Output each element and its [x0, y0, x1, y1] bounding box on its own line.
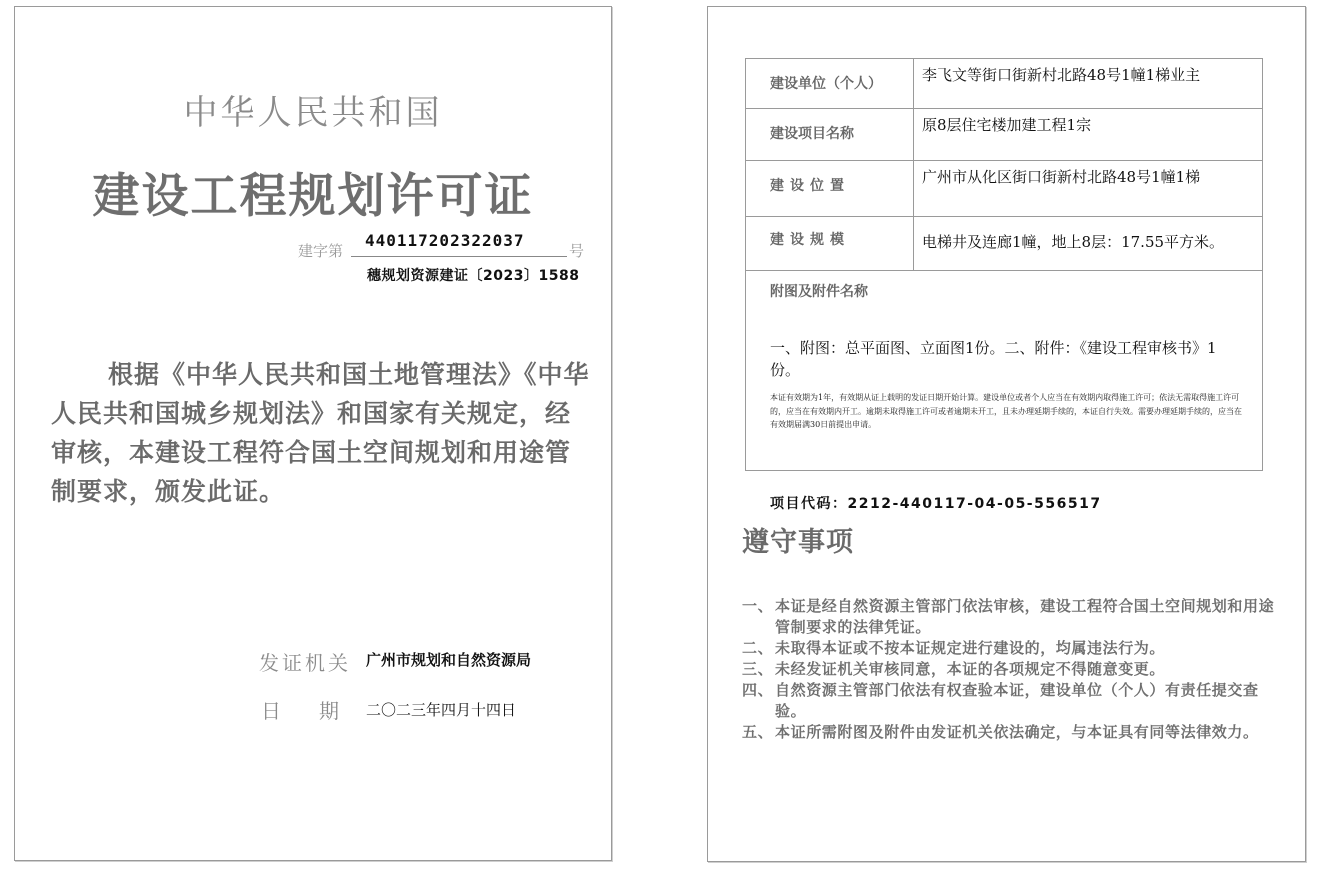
attachments-cell	[746, 271, 1263, 471]
rule-text: 未经发证机关审核同意，本证的各项规定不得随意变更。	[775, 660, 1166, 678]
row-label: 建设规模	[746, 217, 914, 271]
certificate-number-suffix: 号	[569, 242, 585, 260]
row-value: 原8层住宅楼加建工程1宗	[914, 109, 1263, 161]
row-label: 建设项目名称	[746, 109, 914, 161]
certificate-number-label: 建字第	[298, 242, 344, 260]
table-row	[746, 109, 1263, 161]
rule-number: 一、	[742, 597, 774, 615]
table-row	[746, 217, 1263, 271]
certificate-number: 440117202322037	[351, 231, 567, 257]
row-label: 建设单位（个人）	[746, 59, 914, 109]
row-value: 电梯井及连廊1幢，地上8层：17.55平方米。	[914, 217, 1263, 271]
rule-number: 三、	[742, 660, 774, 678]
table-row	[746, 59, 1263, 109]
attachments-text: 一、附图：总平面图、立面图1份。二、附件：《建设工程审核书》1份。	[770, 339, 1217, 379]
row-value: 广州市从化区街口街新村北路48号1幢1梯	[914, 161, 1263, 217]
table-row	[746, 161, 1263, 217]
date-value: 二〇二三年四月十四日	[366, 701, 517, 719]
project-info-table	[745, 58, 1263, 471]
attachments-label: 附图及附件名称	[770, 284, 868, 300]
rule-number: 四、	[742, 681, 774, 699]
rule-number: 五、	[742, 723, 774, 741]
certificate-body-text: 根据《中华人民共和国土地管理法》《中华人民共和国城乡规划法》和国家有关规定，经审核，本建设工程符合国土空间规划和用途管制要求，颁发此证。	[51, 360, 590, 506]
certificate-front-page	[14, 6, 612, 861]
list-item	[742, 596, 1282, 638]
rule-text: 自然资源主管部门依法有权查验本证，建设单位（个人）有责任提交查验。	[775, 681, 1259, 720]
list-item	[742, 659, 1282, 680]
list-item	[742, 638, 1282, 659]
rule-text: 本证是经自然资源主管部门依法审核，建设工程符合国土空间规划和用途管制要求的法律凭证。	[775, 597, 1275, 636]
list-item	[742, 680, 1282, 722]
certificate-title: 建设工程规划许可证	[92, 169, 534, 224]
rules-title: 遵守事项	[742, 527, 854, 558]
rule-text: 本证所需附图及附件由发证机关依法确定，与本证具有同等法律效力。	[775, 723, 1259, 741]
certificate-sub-number: 穗规划资源建证〔2023〕1588	[367, 268, 580, 284]
row-label: 建设位置	[746, 161, 914, 217]
issuer-label: 发证机关	[259, 651, 351, 675]
list-item	[742, 722, 1282, 743]
certificate-details-page	[707, 6, 1306, 862]
rule-number: 二、	[742, 639, 774, 657]
table-row	[746, 271, 1263, 471]
rule-text: 未取得本证或不按本证规定进行建设的，均属违法行为。	[775, 639, 1166, 657]
row-value: 李飞文等街口街新村北路48号1幢1梯业主	[914, 59, 1263, 109]
date-label: 日期	[261, 699, 377, 723]
issuer-value: 广州市规划和自然资源局	[366, 651, 532, 669]
country-name: 中华人民共和国	[183, 93, 443, 133]
validity-fine-print: 本证有效期为1年，有效期从证上载明的发证日期开始计算。建设单位或者个人应当在有效期内取得施工许可；依法无需取得施工许可的，应当在有效期内开工。逾期未取得施工许可或者逾期未开工，且未办理延期手续的，本证自行失效。需要办理延期手续的，应当在有效期届满30日前提出申请。	[770, 393, 1242, 429]
rules-list	[742, 596, 1282, 743]
project-code: 项目代码：2212-440117-04-05-556517	[770, 496, 1102, 512]
